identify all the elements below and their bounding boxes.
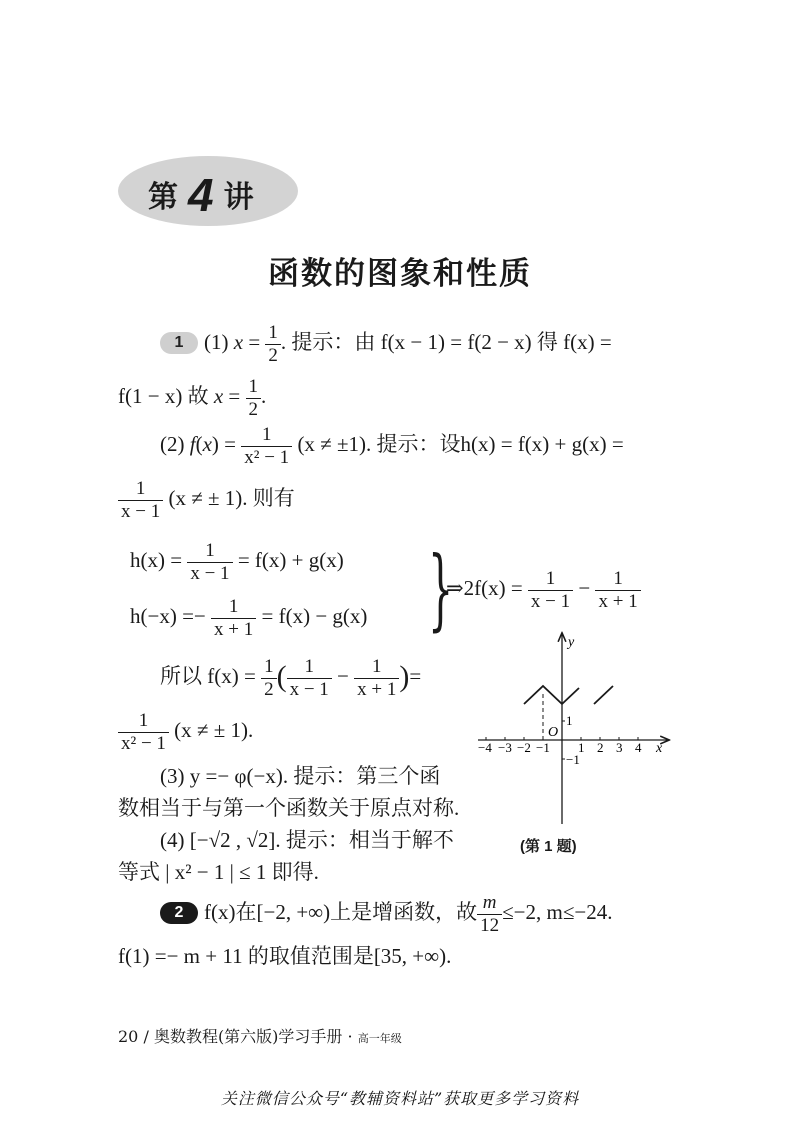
function-graph bbox=[470, 628, 680, 828]
chapter-label: 第4 讲 bbox=[148, 169, 260, 221]
graph-segment-right bbox=[594, 686, 613, 704]
system-result: ⇒2f(x) = $\frac{1}{x - 1}$ − $\frac{1}{x + 1}$ bbox=[446, 568, 641, 613]
y-tick-label: −1 bbox=[566, 752, 580, 767]
grade-label: 高一年级 bbox=[357, 1032, 402, 1045]
x-tick-label: 3 bbox=[616, 740, 623, 755]
p1-line6: $\frac{1}{\text{x² − 1}}$ (x ≠ ± 1). bbox=[118, 710, 253, 755]
p1-line1: 1 (1) x = $\frac{1}{2}$ . 提示：由 f(x − 1) = f(2 − x) 得 f(x) = bbox=[160, 322, 612, 367]
problem-number-badge: 2 bbox=[160, 902, 198, 924]
p2-line2: f(1) =− m + 11 的取值范围是[35, +∞). bbox=[118, 944, 452, 968]
chapter-number: 4 bbox=[188, 169, 220, 221]
p1-line4: $\frac{1}{x - 1}$ (x ≠ ± 1). 则有 bbox=[118, 478, 295, 523]
p1-line3: (2) f(x) = $\frac{1}{\text{x² − 1}}$ (x ≠ ±1). 提示：设h(x) = f(x) + g(x) = bbox=[160, 424, 624, 468]
system-eq-1: h(x) = $\frac{1}{x - 1}$ = f(x) + g(x) bbox=[130, 540, 344, 584]
page-footer bbox=[118, 1024, 402, 1047]
y-axis-label: y bbox=[568, 635, 575, 650]
problem-number-badge: 1 bbox=[160, 332, 198, 354]
x-tick-label: −1 bbox=[536, 740, 550, 755]
x-tick-label: −4 bbox=[478, 740, 492, 755]
page-number: 20 / bbox=[118, 1027, 149, 1046]
p1-part3-line2: 数相当于与第一个函数关于原点对称. bbox=[118, 796, 460, 820]
x-tick-label: −3 bbox=[498, 740, 512, 755]
page-title: 函数的图象和性质 bbox=[268, 256, 532, 292]
x-axis-label: x bbox=[656, 741, 663, 756]
p1-part3-line1: (3) y =− φ(−x). 提示：第三个函 bbox=[160, 764, 441, 788]
x-tick-label: 1 bbox=[578, 740, 585, 755]
right-brace: } bbox=[428, 537, 454, 640]
x-tick-label: 2 bbox=[597, 740, 604, 755]
x-tick-label: 4 bbox=[635, 740, 642, 755]
y-tick-label: 1 bbox=[566, 713, 573, 728]
p2-line1: 2 f(x)在[−2, +∞)上是增函数，故 $\frac{m}{12}$ ≤−2, m≤−24. bbox=[160, 892, 612, 937]
p1-part4-line2: 等式 | x² − 1 | ≤ 1 即得. bbox=[118, 860, 319, 884]
p1-part4-line1: (4) [−√2 , √2]. 提示：相当于解不 bbox=[160, 828, 454, 852]
system-eq-2: h(−x) =− $\frac{1}{x + 1}$ = f(x) − g(x) bbox=[130, 596, 368, 640]
p1-line5: 所以 f(x) = $\frac{1}{2}$ ( $\frac{1}{x - 1}$ − $\frac{1}{x + 1}$ )= bbox=[160, 656, 422, 700]
x-tick-label: −2 bbox=[517, 740, 531, 755]
watermark-text: 关注微信公众号“教辅资料站”获取更多学习资料 bbox=[220, 1089, 580, 1108]
origin-label: O bbox=[548, 725, 559, 740]
book-title: 奥数教程(第六版)学习手册 · bbox=[153, 1027, 353, 1046]
figure-caption: (第 1 题) bbox=[520, 838, 577, 855]
graph-segment-middle bbox=[562, 688, 579, 704]
p1-line2: f(1 − x) 故 x = $\frac{1}{2}$ . bbox=[118, 376, 267, 420]
